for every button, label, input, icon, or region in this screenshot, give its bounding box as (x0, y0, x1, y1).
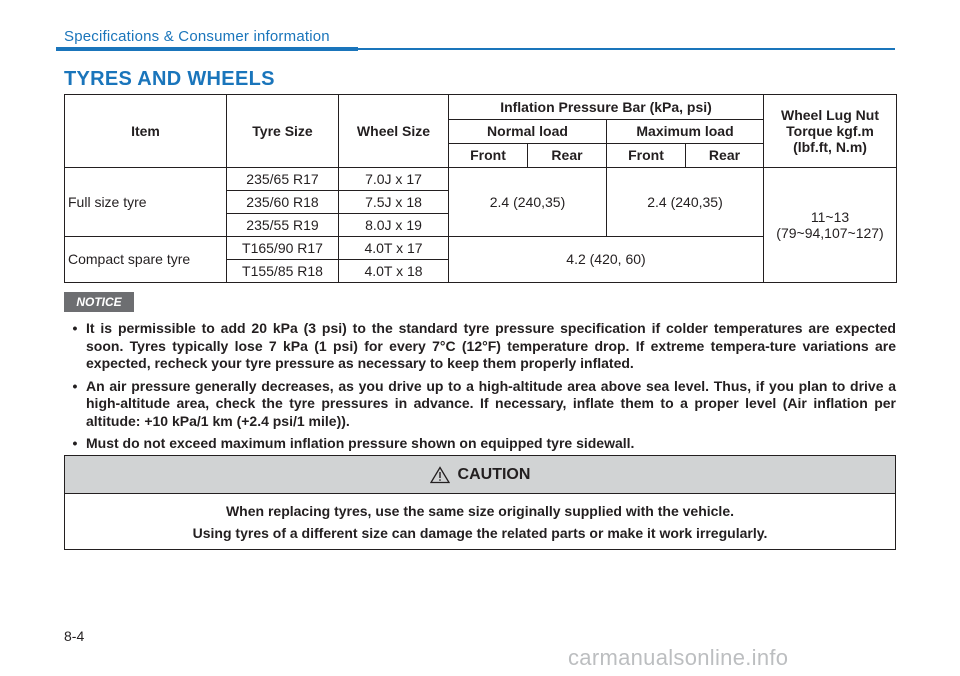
notice-item (64, 378, 896, 431)
notice-text: An air pressure generally decreases, as you drive up to a high-altitude area above sea level. Thus, if you plan to drive a high-altitude area, check the tyre pressures in advance. If necessary, inflate them to a proper level (Air inflation per altitude: +10 kPa/1 km (+2.4 psi/1 mile)). (86, 377, 896, 429)
notice-item (64, 435, 896, 453)
tyre-size-cell: 235/60 R18 (227, 191, 339, 214)
tyre-size-cell: 235/65 R17 (227, 168, 339, 191)
page-number: 8-4 (64, 628, 85, 644)
notice-text: It is permissible to add 20 kPa (3 psi) to the standard tyre pressure specification if colder temperatures are expected soon. Tyres typically lose 7 kPa (1 psi) for every 7°C (12°F) temperature drop. If extreme tempera-ture variations are expected, recheck your tyre pressure as necessary to keep them properly inflated. (86, 320, 896, 371)
full-size-normal-load: 2.4 (240,35) (449, 168, 607, 237)
col-header-inflation-pressure: Inflation Pressure Bar (kPa, psi) (449, 95, 764, 120)
wheel-size-cell: 4.0T x 17 (339, 237, 449, 260)
caution-body (65, 494, 895, 544)
col-header-max-rear: Rear (686, 144, 764, 168)
row-label-compact-spare: Compact spare tyre (65, 237, 227, 283)
wheel-size-cell: 8.0J x 19 (339, 214, 449, 237)
torque-header-line3: (lbf.ft, N.m) (793, 139, 867, 156)
header-rule-thin (358, 48, 895, 50)
caution-header (65, 456, 895, 494)
tyre-spec-table (64, 94, 897, 283)
notice-list (64, 320, 896, 458)
col-header-lug-nut-torque (764, 95, 897, 168)
page-title: TYRES AND WHEELS (64, 68, 275, 90)
caution-line-2: Using tyres of a different size can damage the related parts or make it work irregularly. (192, 525, 768, 541)
tyre-size-cell: 235/55 R19 (227, 214, 339, 237)
notice-badge: NOTICE (64, 292, 134, 312)
notice-text: Must do not exceed maximum inflation pressure shown on equipped tyre sidewall. (86, 435, 635, 451)
tyre-size-cell: T165/90 R17 (227, 237, 339, 260)
warning-triangle-icon (430, 466, 450, 484)
notice-item (64, 320, 896, 373)
bullet-icon: • (72, 435, 78, 451)
bullet-icon: • (72, 377, 78, 394)
full-size-maximum-load: 2.4 (240,35) (607, 168, 764, 237)
col-header-tyre-size: Tyre Size (227, 95, 339, 168)
torque-header-line2: Torque kgf.m (786, 122, 874, 139)
caution-title: CAUTION (457, 465, 531, 483)
col-header-normal-rear: Rear (528, 144, 607, 168)
wheel-size-cell: 7.0J x 17 (339, 168, 449, 191)
col-header-wheel-size: Wheel Size (339, 95, 449, 168)
wheel-size-cell: 4.0T x 18 (339, 260, 449, 283)
bullet-icon: • (72, 320, 78, 336)
caution-line-1: When replacing tyres, use the same size originally supplied with the vehicle. (225, 503, 735, 519)
tyre-size-cell: T155/85 R18 (227, 260, 339, 283)
lug-nut-torque-value (764, 168, 897, 283)
section-header: Specifications & Consumer information (64, 28, 330, 45)
caution-box (64, 455, 896, 550)
torque-header-line1: Wheel Lug Nut (781, 106, 879, 123)
col-header-max-front: Front (607, 144, 686, 168)
table-row (65, 168, 897, 191)
col-header-item: Item (65, 95, 227, 168)
wheel-size-cell: 7.5J x 18 (339, 191, 449, 214)
row-label-full-size: Full size tyre (65, 168, 227, 237)
col-header-maximum-load: Maximum load (607, 120, 764, 144)
torque-value-line2: (79~94,107~127) (776, 225, 884, 241)
header-rule-thick (56, 47, 358, 51)
torque-value-line1: 11~13 (810, 208, 850, 225)
compact-spare-pressure: 4.2 (420, 60) (449, 237, 764, 283)
watermark: carmanualsonline.info (568, 645, 789, 670)
col-header-normal-front: Front (449, 144, 528, 168)
col-header-normal-load: Normal load (449, 120, 607, 144)
